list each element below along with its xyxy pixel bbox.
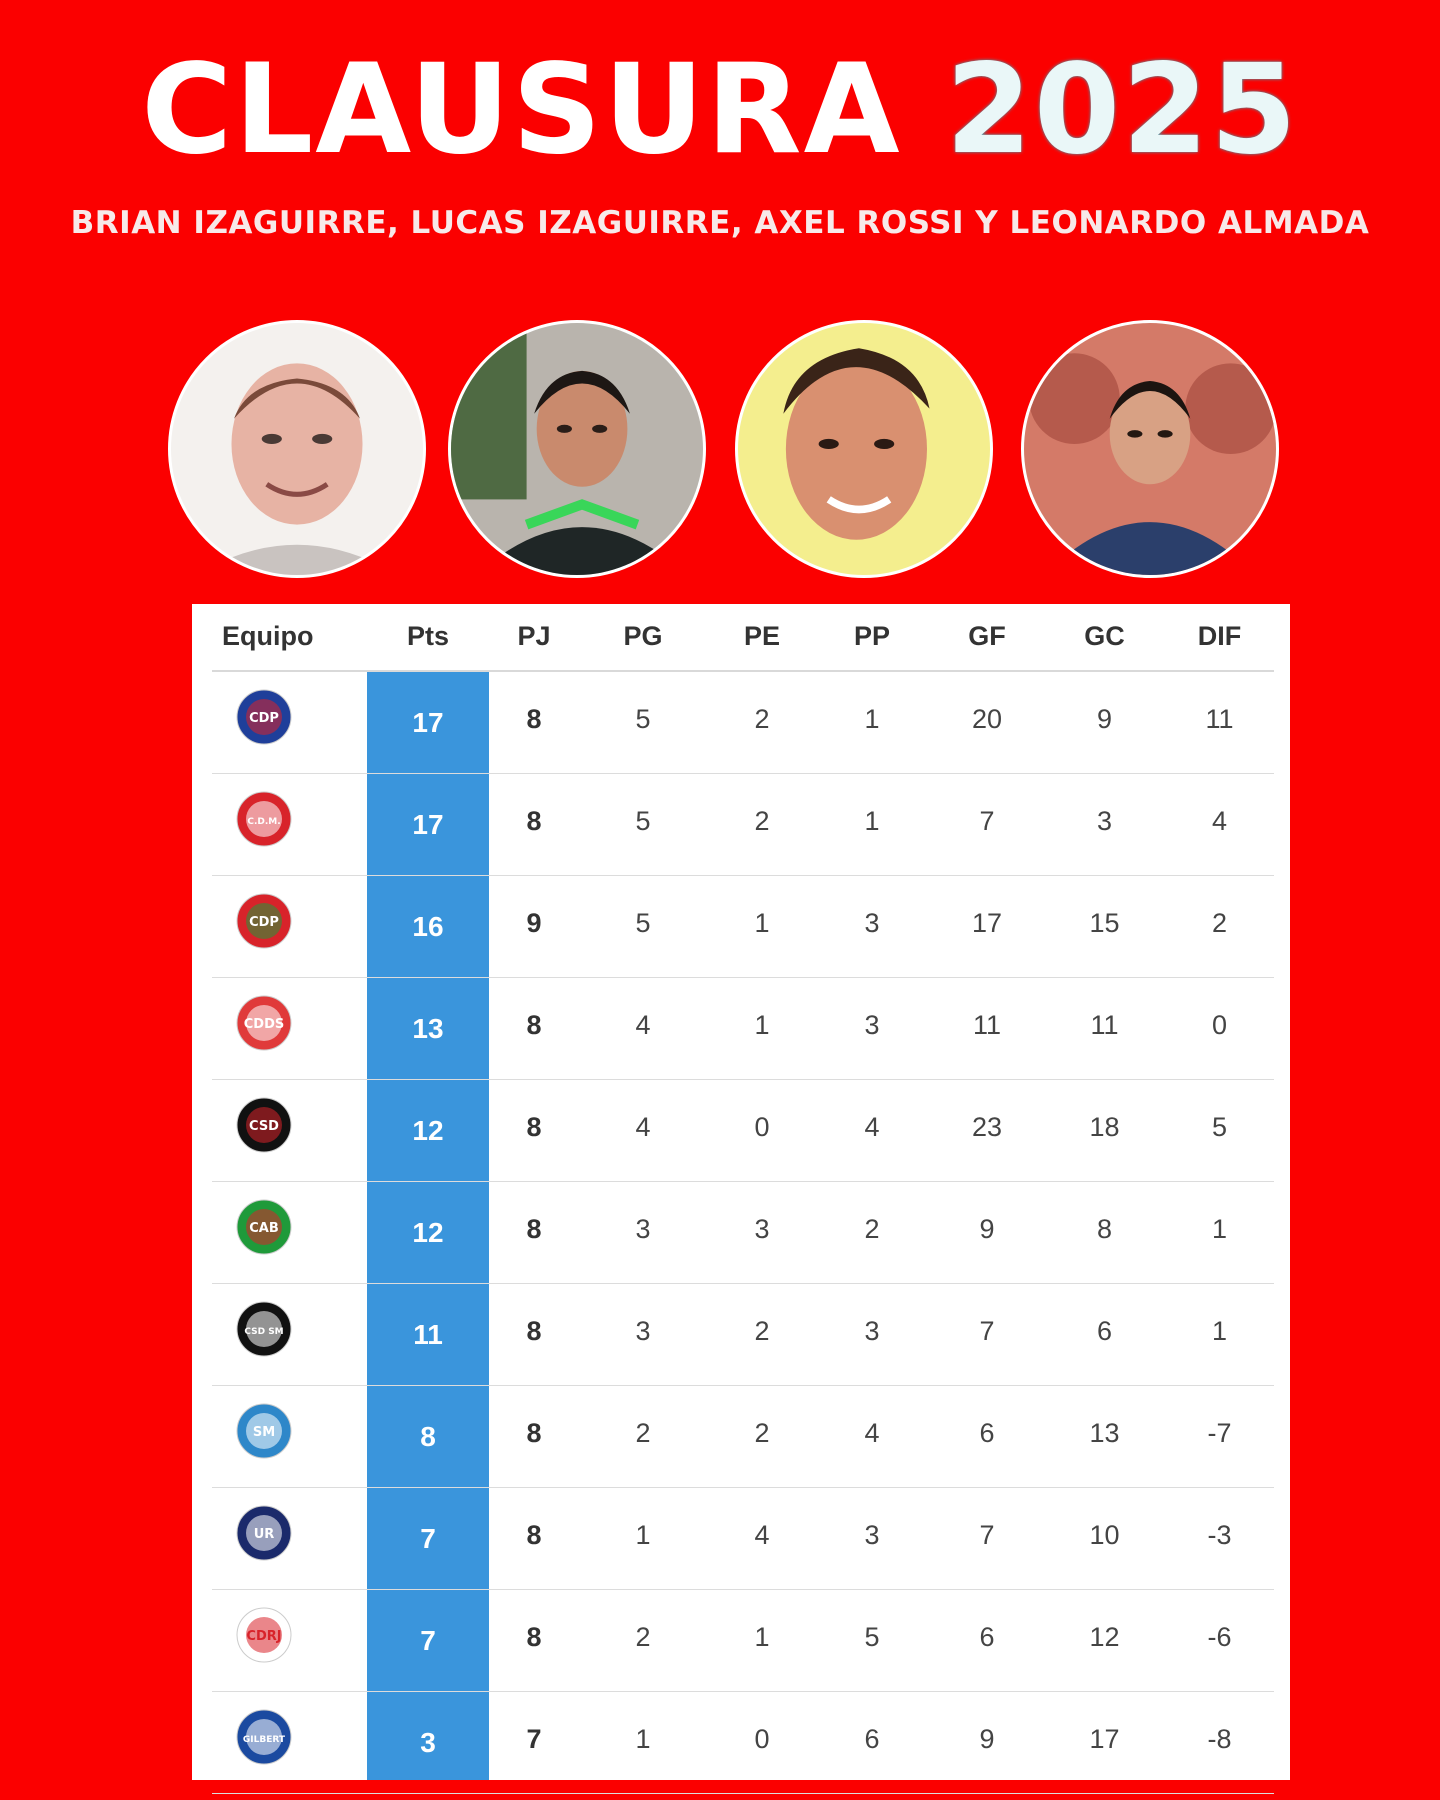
cell-gc: 11	[1090, 1010, 1119, 1040]
cell-pe: 4	[754, 1520, 770, 1550]
cell-pp: 1	[864, 806, 880, 836]
cell-gf: 17	[971, 908, 1003, 938]
cell-pp: 3	[864, 1520, 880, 1550]
cell-gc: 17	[1089, 1724, 1120, 1754]
crest-text: CSD	[249, 1119, 279, 1134]
cell-gf: 9	[979, 1724, 995, 1754]
cell-dif: -7	[1207, 1418, 1232, 1448]
cell-pts: 12	[412, 1115, 444, 1146]
cell-gc: 15	[1089, 908, 1120, 938]
cell-dif: 2	[1211, 908, 1228, 938]
column-header-pts[interactable]: Pts	[406, 621, 450, 651]
cell-pj: 8	[526, 1520, 542, 1550]
crest-navy-shield-icon	[234, 1503, 294, 1563]
table-row[interactable]	[192, 774, 1290, 876]
cell-pe: 1	[754, 908, 770, 938]
column-header-pe[interactable]: PE	[743, 621, 781, 651]
column-header-gc[interactable]: GC	[1084, 621, 1125, 651]
cell-pp: 4	[864, 1112, 880, 1142]
cell-gc: 13	[1089, 1418, 1120, 1448]
cell-dif: 11	[1205, 704, 1234, 734]
column-header-pg[interactable]: PG	[623, 621, 663, 651]
cell-dif: -8	[1207, 1724, 1232, 1754]
cell-pg: 2	[635, 1418, 651, 1448]
players-subtitle: BRIAN IZAGUIRRE, LUCAS IZAGUIRRE, AXEL ROSSI Y LEONARDO ALMADA	[70, 205, 1370, 241]
cell-pg: 4	[635, 1010, 651, 1040]
crest-text: SM	[252, 1425, 276, 1440]
column-header-dif[interactable]: DIF	[1197, 621, 1242, 651]
cell-dif: -3	[1207, 1520, 1232, 1550]
column-header-gf[interactable]: GF	[968, 621, 1006, 651]
cell-pe: 0	[754, 1112, 770, 1142]
crest-text: GILBERT	[242, 1735, 286, 1745]
cell-gf: 7	[979, 806, 995, 836]
crest-text: CSD SM	[244, 1327, 284, 1337]
cell-pj: 8	[526, 1112, 542, 1142]
cell-pts: 7	[420, 1523, 436, 1554]
cell-gc: 8	[1096, 1214, 1113, 1244]
cell-pe: 1	[754, 1622, 770, 1652]
table-row[interactable]	[192, 1284, 1290, 1386]
cell-gf: 9	[979, 1214, 995, 1244]
cell-gf: 20	[971, 704, 1003, 734]
title-word: CLAUSURA	[141, 38, 902, 182]
crest-white-red-shield-icon	[234, 1605, 294, 1665]
crest-green-red-icon	[234, 1197, 294, 1257]
cell-pj: 8	[526, 1316, 542, 1346]
cell-pj: 8	[526, 1010, 542, 1040]
table-row[interactable]	[192, 672, 1290, 774]
avatar-lucas-izaguirre	[448, 320, 706, 578]
avatar-leonardo-almada	[1021, 320, 1279, 578]
cell-pe: 1	[754, 1010, 770, 1040]
crest-text: CDP	[249, 915, 279, 930]
column-header-pj[interactable]: PJ	[517, 621, 551, 651]
standings-table	[192, 604, 1290, 1780]
cell-pg: 1	[635, 1724, 651, 1754]
cell-pg: 3	[635, 1316, 651, 1346]
crest-text: C.D.M.	[247, 817, 281, 827]
column-header-equipo[interactable]: Equipo	[222, 621, 314, 651]
crest-light-blue-icon	[234, 1401, 294, 1461]
cell-pj: 8	[526, 1418, 542, 1448]
cell-gc: 9	[1096, 704, 1113, 734]
table-row[interactable]	[192, 1080, 1290, 1182]
cell-gf: 11	[972, 1010, 1002, 1040]
cell-gc: 3	[1096, 806, 1113, 836]
table-row[interactable]	[192, 1182, 1290, 1284]
crest-black-red-stripes-icon	[234, 1095, 294, 1155]
cell-gf: 6	[979, 1622, 995, 1652]
cell-pg: 1	[635, 1520, 651, 1550]
cell-pts: 8	[420, 1421, 436, 1452]
cell-pj: 8	[526, 704, 542, 734]
avatar-brian-izaguirre	[168, 320, 426, 578]
cell-pts: 12	[412, 1217, 444, 1248]
cell-pts: 3	[420, 1727, 436, 1758]
row-divider	[212, 1793, 1274, 1794]
cell-pj: 8	[526, 1622, 542, 1652]
cell-pp: 4	[864, 1418, 880, 1448]
cell-pg: 2	[635, 1622, 651, 1652]
crest-text: CDDS	[243, 1017, 285, 1032]
table-row[interactable]	[192, 1386, 1290, 1488]
cell-pp: 1	[864, 704, 880, 734]
crest-text: UR	[253, 1527, 275, 1542]
cell-pts: 11	[413, 1319, 443, 1350]
cell-gc: 12	[1089, 1622, 1120, 1652]
cell-dif: 0	[1211, 1010, 1228, 1040]
table-row[interactable]	[192, 1590, 1290, 1692]
table-row[interactable]	[192, 876, 1290, 978]
table-row[interactable]	[192, 1488, 1290, 1590]
cell-pts: 17	[412, 809, 444, 840]
cell-pts: 13	[412, 1013, 444, 1044]
cell-gc: 6	[1096, 1316, 1113, 1346]
cell-pj: 9	[526, 908, 542, 938]
avatar-axel-rossi	[735, 320, 993, 578]
crest-blue-star-icon	[234, 1707, 294, 1767]
cell-pp: 2	[864, 1214, 880, 1244]
crest-text: CAB	[249, 1221, 279, 1236]
cell-pg: 5	[635, 704, 651, 734]
cell-pe: 2	[754, 806, 770, 836]
table-row[interactable]	[192, 1692, 1290, 1794]
cell-pg: 5	[635, 908, 651, 938]
cell-pe: 0	[754, 1724, 770, 1754]
table-row[interactable]	[192, 978, 1290, 1080]
cell-gc: 10	[1089, 1520, 1120, 1550]
cell-pe: 3	[754, 1214, 770, 1244]
crest-red-white-stripes-icon	[234, 993, 294, 1053]
cell-pp: 3	[864, 1010, 880, 1040]
cell-pj: 8	[526, 806, 542, 836]
cell-pg: 3	[635, 1214, 651, 1244]
cell-pts: 7	[420, 1625, 436, 1656]
crest-red-white-green-icon	[234, 891, 294, 951]
crest-text: CDP	[249, 711, 279, 726]
cell-pp: 3	[864, 908, 880, 938]
page-title	[0, 40, 1440, 180]
cell-gf: 6	[979, 1418, 995, 1448]
cell-pp: 5	[864, 1622, 880, 1652]
cell-pg: 5	[635, 806, 651, 836]
cell-pts: 17	[412, 707, 444, 738]
cell-dif: 4	[1211, 806, 1228, 836]
cell-gf: 7	[979, 1520, 995, 1550]
title-year: 2025	[945, 38, 1299, 182]
crest-red-white-diagonal-icon	[234, 789, 294, 849]
crest-blue-red-round-icon	[234, 687, 294, 747]
cell-pe: 2	[754, 1418, 770, 1448]
cell-pp: 6	[864, 1724, 880, 1754]
cell-pj: 8	[526, 1214, 542, 1244]
cell-pg: 4	[635, 1112, 651, 1142]
cell-dif: 5	[1211, 1112, 1228, 1142]
cell-pj: 7	[526, 1724, 542, 1754]
cell-pe: 2	[754, 1316, 770, 1346]
crest-black-white-icon	[234, 1299, 294, 1359]
cell-pp: 3	[864, 1316, 880, 1346]
crest-text: CDRJ	[246, 1629, 282, 1644]
cell-pe: 2	[754, 704, 770, 734]
cell-dif: 1	[1211, 1316, 1228, 1346]
cell-pts: 16	[412, 911, 444, 942]
column-header-pp[interactable]: PP	[853, 621, 891, 651]
cell-dif: 1	[1211, 1214, 1228, 1244]
cell-gf: 23	[971, 1112, 1003, 1142]
cell-gc: 18	[1089, 1112, 1120, 1142]
cell-gf: 7	[979, 1316, 995, 1346]
cell-dif: -6	[1207, 1622, 1232, 1652]
